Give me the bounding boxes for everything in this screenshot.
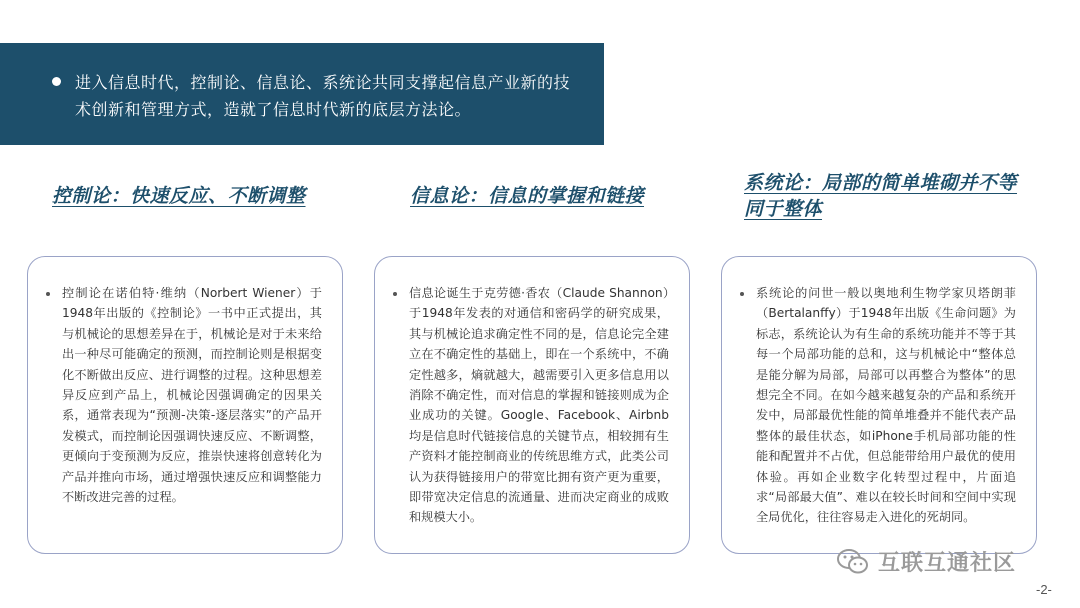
systems-theory-card: [721, 256, 1037, 554]
information-theory-title: 信息论：信息的掌握和链接: [410, 185, 645, 207]
watermark-text: 互联互通社区: [878, 551, 1017, 576]
information-theory-card: [374, 256, 690, 554]
page-number: -2-: [1036, 582, 1052, 597]
control-theory-title: 控制论：快速反应、不断调整: [52, 185, 306, 207]
systems-theory-body: 系统论的问世一般以奥地利生物学家贝塔朗菲（Bertalanffy）于1948年出版《生命问题》为标志，系统论认为有生命的系统功能并不等于其每一个局部功能的总和，这与机械论中“整体总是能分解为局部，局部可以再整合为整体”的思想完全不同。在如今越来越复杂的产品和系统开发中，局部最优性能的简单堆叠并不能代表产品整体的最佳状态，如iPhone手机局部功能的性能和配置并不占优，但总能带给用户最优的使用体验。再如企业数字化转型过程中，片面追求“局部最大值”、难以在较长时间和空间中实现全局优化，往往容易走入进化的死胡同。: [756, 286, 1016, 525]
control-theory-body: 控制论在诺伯特·维纳（Norbert Wiener）于1948年出版的《控制论》一书中正式提出，其与机械论的思想差异在于，机械论是对于未来给出一种尽可能确定的预测，而控制论则是根据变化不断做出反应、进行调整的过程。这种思想差异反应到产品上，机械论因强调确定的因果关系，通常表现为“预测-决策-逐层落实”的产品开发模式，而控制论因强调快速反应、不断调整，更倾向于变预测为反应，推崇快速将创意转化为产品并推向市场，通过增强快速反应和调整能力不断改进完善的过程。: [62, 286, 322, 505]
information-theory-body: 信息论诞生于克劳德·香农（Claude Shannon）于1948年发表的对通信和密码学的研究成果，其与机械论追求确定性不同的是，信息论完全建立在不确定性的基础上，即在一个系统中，不确定性越多，熵就越大，越需要引入更多信息用以消除不确定性，而对信息的掌握和链接则成为企业成功的关键。Google、Facebook、Airbnb均是信息时代链接信息的关键节点，相较拥有生产资料才能控制商业的传统思维方式，此类公司认为获得链接用户的带宽比拥有资产更为重要，即带宽决定信息的流通量、进而决定商业的成败和规模大小。: [409, 286, 669, 525]
bullet-icon: [740, 292, 744, 296]
bullet-icon: [393, 292, 397, 296]
wechat-icon: [836, 548, 870, 576]
intro-banner: [0, 43, 604, 145]
bullet-icon: [46, 292, 50, 296]
bullet-icon: [52, 77, 61, 86]
intro-text: 进入信息时代，控制论、信息论、系统论共同支撑起信息产业新的技术创新和管理方式，造就了信息时代新的底层方法论。: [75, 73, 571, 119]
systems-theory-title: 系统论：局部的简单堆砌并不等同于整体: [744, 172, 1018, 220]
control-theory-card: [27, 256, 343, 554]
watermark: [836, 546, 1016, 577]
